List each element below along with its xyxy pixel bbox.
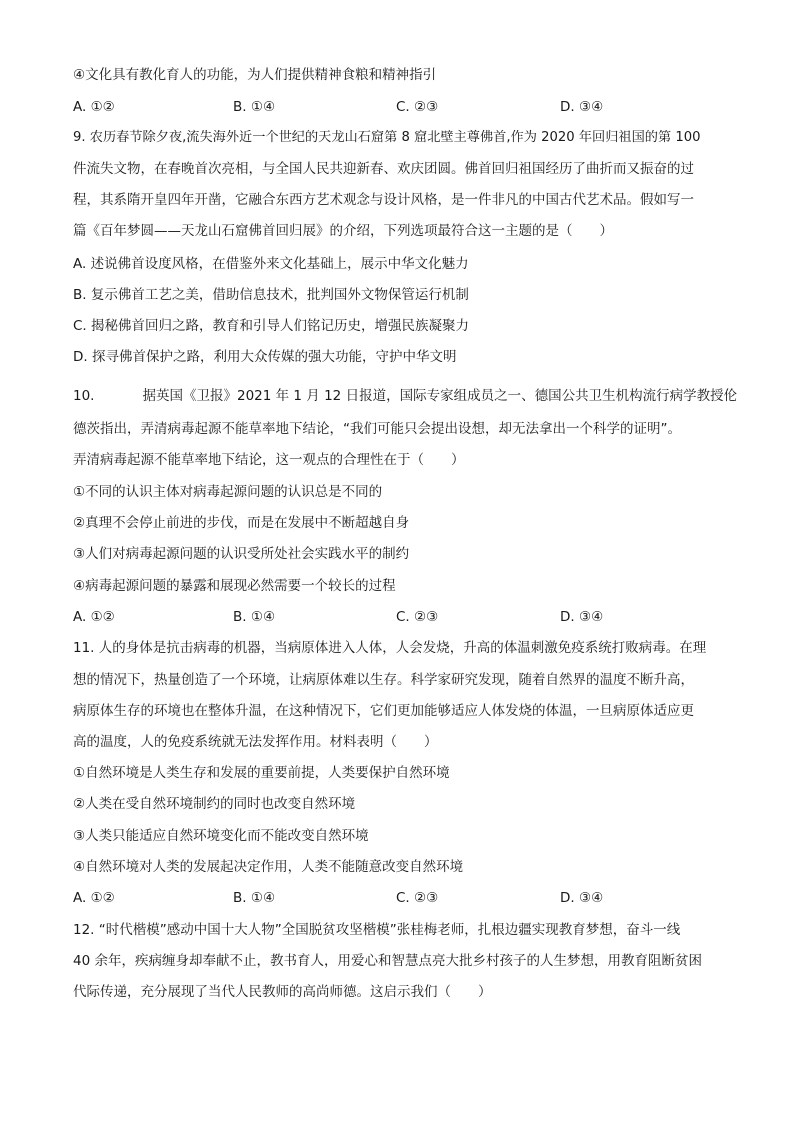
q10-statement-4: ④病毒起源问题的暴露和展现必然需要一个较长的过程 [73, 578, 396, 594]
q8-option-a: A. ①② [73, 99, 115, 115]
q11-option-b: B. ①④ [233, 890, 276, 906]
q8-options [73, 98, 723, 116]
q9-stem-line-3: 程，其系隋开皇四年开凿，它融合东西方艺术观念与设计风格，是一件非凡的中国古代艺术品。假如写一 [73, 192, 694, 208]
q12-stem-line-2: 40 余年，疾病缠身却奉献不止，教书育人，用爱心和智慧点亮大批乡村孩子的人生梦想，用教育阻断贫困 [73, 953, 702, 969]
q11-option-c: C. ②③ [396, 890, 439, 906]
q12-stem-line-3: 代际传递，充分展现了当代人民教师的高尚师德。这启示我们（ ） [73, 984, 492, 1000]
q10-number: 10. [73, 388, 95, 404]
q9-stem-line-2: 件流失文物，在春晚首次亮相，与全国人民共迎新春、欢庆团圆。佛首回归祖国经历了曲折而又振奋的过 [73, 161, 694, 177]
q10-stem-line-3: 弄清病毒起源不能草率地下结论，这一观点的合理性在于（ ） [73, 452, 465, 468]
q11-option-a: A. ①② [73, 890, 115, 906]
q9-option-d: D. 探寻佛首保护之路，利用大众传媒的强大功能，守护中华文明 [73, 349, 457, 365]
q10-stem-line-2: 德茨指出，弄清病毒起源不能草率地下结论，“我们可能只会提出设想，却无法拿出一个科学的证明”。 [73, 421, 681, 437]
q8-option-b: B. ①④ [233, 99, 276, 115]
q8-option-d: D. ③④ [560, 99, 604, 115]
q10-statement-3: ③人们对病毒起源问题的认识受所处社会实践水平的制约 [73, 546, 410, 562]
q12-stem-line-1: 12. “时代楷模”感动中国十大人物”全国脱贫攻坚楷模”张桂梅老师，扎根边疆实现教育梦想，奋斗一线 [73, 922, 681, 938]
q10-stem-first: 据英国《卫报》2021 年 1 月 12 日报道，国际专家组成员之一、德国公共卫生机构流行病学教授伦 [142, 388, 738, 404]
q11-statement-1: ①自然环境是人类生存和发展的重要前提，人类要保护自然环境 [73, 765, 450, 781]
q11-option-d: D. ③④ [560, 890, 604, 906]
q11-statement-3: ③人类只能适应自然环境变化而不能改变自然环境 [73, 828, 369, 844]
q9-option-c: C. 揭秘佛首回归之路，教育和引导人们铭记历史，增强民族凝聚力 [73, 318, 470, 334]
q8-statement-4: ④文化具有教化育人的功能，为人们提供精神食粮和精神指引 [73, 67, 437, 83]
q10-statement-2: ②真理不会停止前进的步伐，而是在发展中不断超越自身 [73, 515, 410, 531]
q11-statement-4: ④自然环境对人类的发展起决定作用，人类不能随意改变自然环境 [73, 859, 464, 875]
q11-stem-line-1: 11. 人的身体是抗击病毒的机器，当病原体进入人体，人会发烧，升高的体温刺激免疫系统打败病毒。在理 [73, 640, 707, 656]
q11-options [73, 889, 723, 907]
q8-option-c: C. ②③ [396, 99, 439, 115]
q11-stem-line-3: 病原体生存的环境也在整体升温，在这种情况下，它们更加能够适应人体发烧的体温，一旦病原体适应更 [73, 703, 694, 719]
q9-option-a: A. 述说佛首设度风格，在借鉴外来文化基础上，展示中华文化魅力 [73, 256, 469, 272]
q10-statement-1: ①不同的认识主体对病毒起源问题的认识总是不同的 [73, 484, 383, 500]
q10-options [73, 608, 723, 626]
q10-option-c: C. ②③ [396, 609, 439, 625]
q9-stem-line-4: 篇《百年梦圆——天龙山石窟佛首回归展》的介绍，下列选项最符合这一主题的是（ ） [73, 223, 613, 239]
q11-stem-line-2: 想的情况下，热量创造了一个环境，让病原体难以生存。科学家研究发现，随着自然界的温度不断升高， [73, 672, 694, 688]
q10-option-b: B. ①④ [233, 609, 276, 625]
q10-option-a: A. ①② [73, 609, 115, 625]
q11-statement-2: ②人类在受自然环境制约的同时也改变自然环境 [73, 796, 356, 812]
q10-stem-line-1 [73, 387, 738, 405]
q9-stem-line-1: 9. 农历春节除夕夜,流失海外近一个世纪的天龙山石窟第 8 窟北壁主尊佛首,作为 2020 年回归祖国的第 100 [73, 130, 701, 145]
q11-stem-line-4: 高的温度，人的免疫系统就无法发挥作用。材料表明（ ） [73, 734, 438, 750]
q10-option-d: D. ③④ [560, 609, 604, 625]
q9-option-b: B. 复示佛首工艺之美，借助信息技术，批判国外文物保管运行机制 [73, 287, 469, 303]
